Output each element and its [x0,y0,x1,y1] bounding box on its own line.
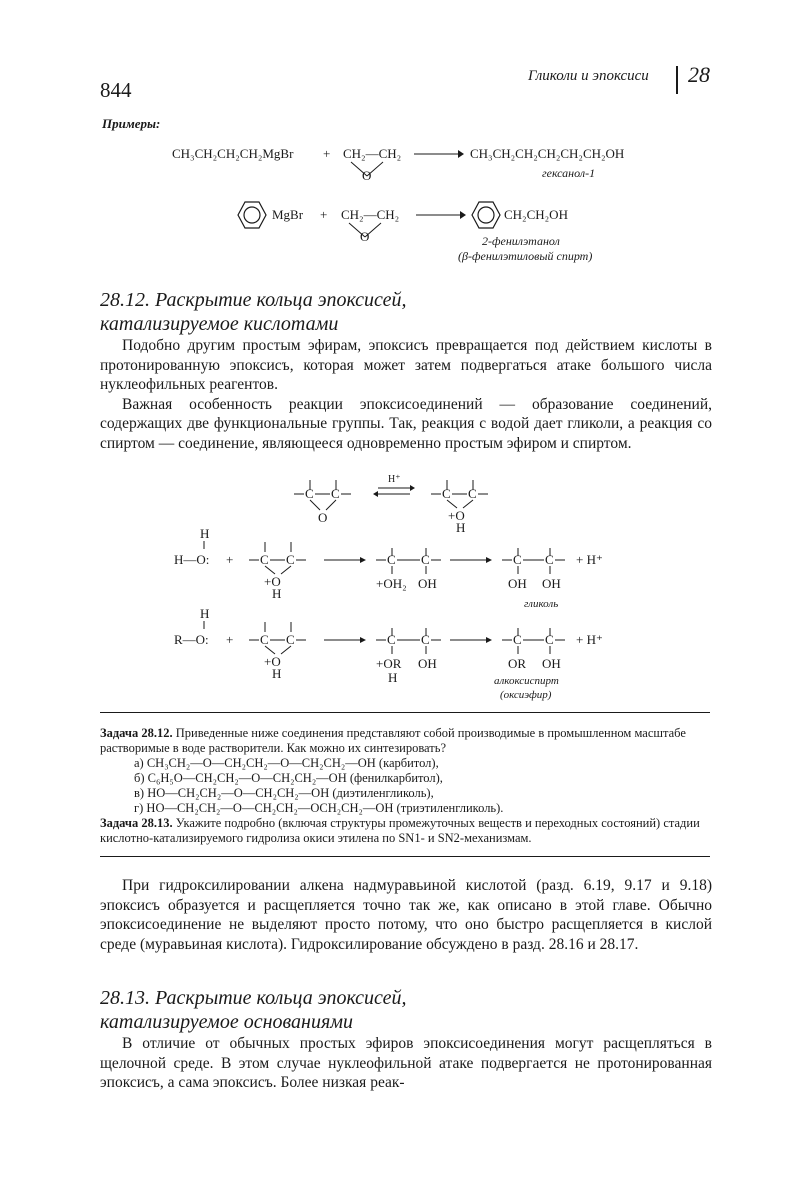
epoxide-equilibrium [294,474,488,535]
alkoxy-alcohol-alt: (оксиэфир) [500,689,552,701]
heading-line-1: 28.13. Раскрытие кольца эпоксисей, [100,987,407,1009]
hydroxyl-group: OH [542,656,561,671]
carbon-atom: C [421,632,430,647]
mechanism-scheme [160,468,630,704]
paragraph: Важная особенность реакции эпоксисоединений — образование соединений, содержащих две функциональные группы. Так, реакция с водой дает гликоли, а реакция со спиртом — соединение, являющееся одновременно простым эфиром и спиртом. [100,395,712,452]
product-name-phenylethanol: 2-фенилэтанол [482,234,560,248]
hydrogen-atom: H [388,670,398,685]
hydrogen-atom: H [456,520,466,535]
chapter-number: 28 [688,62,710,87]
paragraph: Подобно другим простым эфирам, эпоксисъ превращается под действием кислоты в протонированную эпоксисъ, которая может затем подвергаться атаке большого числа нуклеофильных реагентов. [100,337,712,393]
proton-released: + H⁺ [576,632,603,647]
protonated-oxygen: +O [264,574,281,589]
product-hexanol: CH₃CH₂CH₂CH₂CH₂CH₂OH [470,146,625,161]
section-heading [100,986,407,1034]
carbon-atom: C [331,486,340,501]
epoxide-oxygen: O [360,229,370,244]
problems-block [100,726,712,846]
running-title: Гликоли и эпоксиси [528,68,649,84]
carbon-atom: C [468,486,477,501]
list-item: а) CH₃CH₂—O—CH₂CH₂—O—CH₂CH₂—OH (карбитол), [134,756,439,770]
page-number: 844 [100,78,132,102]
carbon-atom: C [260,552,269,567]
header-divider [676,66,678,94]
list-item: г) HO—CH₂CH₂—O—CH₂CH₂—OCH₂CH₂—OH (триэтиленгликоль). [134,801,504,815]
reaction-arrow [414,148,464,160]
glycol-label: гликоль [524,598,559,610]
hydrogen-atom: H [272,586,282,601]
hydroxyl-group: OH [542,576,561,591]
epoxide-top: CH₂—CH₂ [343,146,402,161]
carbon-atom: C [513,552,522,567]
plus-sign: + [226,552,234,567]
hydroxyl-group: OH [508,576,527,591]
divider-bottom [100,856,710,857]
alkoxy-alcohol-label: алкоксиспирт [494,675,559,687]
carbon-atom: C [545,632,554,647]
heading-line-1: 28.12. Раскрытие кольца эпоксисей, [100,289,407,311]
reactant-phenyl-mgbr: MgBr [272,207,304,222]
list-item: в) HO—CH₂CH₂—O—CH₂CH₂—OH (диэтиленгликоль), [134,786,434,800]
plus-sign: + [320,207,328,222]
reactant-grignard: CH₃CH₂CH₂CH₂MgBr [172,146,294,161]
paragraph: В отличие от обычных простых эфиров эпоксисоединения могут расщепляться в щелочной среде. В этом случае нуклеофильной атаке подвергается не протонированная эпоксисъ, а сама эпоксисъ. Более низкая реак- [100,1035,712,1091]
oxonium-group: +OH₂ [376,576,407,591]
problem-28-12 [100,726,712,756]
carbon-atom: C [286,552,295,567]
alkoxy-group: OR [508,656,527,671]
paragraph: При гидроксилировании алкена надмуравьиной кислотой (разд. 6.19, 9.17 и 9.18) эпоксисъ образуется и расщепляется точно так же, как описано в этой главе. Обычно эпоксисоединение не выделяют просто потому, что оно быстро расщепляется в кислой среде (муравьиная кислота). Гидроксилирование обсуждено в разд. 28.16 и 28.17. [100,877,712,953]
problem-28-13 [100,816,712,846]
hydroxylation-paragraph [100,876,712,954]
section-body [100,1034,712,1093]
hydroxyl-group: OH [418,656,437,671]
alcohol-nucleophile: R—O: [174,632,209,647]
divider-top [100,712,710,713]
problem-label: Задача 28.13. [100,816,173,830]
epoxide-ring-lines [343,160,403,182]
water-nucleophile: H—O: [174,552,210,567]
carbon-atom: C [421,552,430,567]
section-heading [100,288,407,336]
protonated-oxygen: +O [448,508,465,523]
section-body [100,336,712,453]
reaction-arrow [416,209,466,221]
hydrogen-atom: H [200,606,210,621]
alcohol-attack-row [174,606,603,701]
product-name-hexanol: гексанол-1 [542,166,596,180]
problem-text: Приведенные ниже соединения представляют собой производимые в промышленном масштабе растворимые в воде растворители. Как можно их синтезировать? [100,726,686,755]
acid-catalyst-label: H⁺ [388,474,401,485]
plus-sign: + [323,146,331,161]
carbon-atom: C [387,552,396,567]
problem-text: Укажите подробно (включая структуры промежуточных веществ и переходных состояний) стадии кислотно-катализируемого гидролиза окиси этилена по SN1- и SN2-механизмам. [100,816,700,845]
product-name-alt: (β-фенилэтиловый спирт) [458,249,593,263]
epoxide-top: CH₂—CH₂ [341,207,400,222]
hydroxyl-group: OH [418,576,437,591]
hydrogen-atom: H [200,526,210,541]
epoxide-ring-lines [341,221,401,243]
benzene-ring-icon [466,199,506,231]
hydrogen-atom: H [272,666,282,681]
benzene-ring-icon [232,199,272,231]
carbon-atom: C [442,486,451,501]
carbon-atom: C [286,632,295,647]
epoxide-oxygen: O [362,168,372,183]
carbon-atom: C [305,486,314,501]
list-item: б) C₆H₅O—CH₂CH₂—O—CH₂CH₂—OH (фенилкарбитол), [134,771,443,785]
examples-label: Примеры: [102,116,161,131]
heading-line-2: катализируемое кислотами [100,313,339,335]
carbon-atom: C [513,632,522,647]
protonated-oxygen: +O [264,654,281,669]
water-attack-row [174,526,603,610]
carbon-atom: C [387,632,396,647]
carbon-atom: C [260,632,269,647]
product-phenylethanol: CH₂CH₂OH [504,207,568,222]
carbon-atom: C [545,552,554,567]
epoxide-oxygen: O [318,510,328,525]
plus-sign: + [226,632,234,647]
heading-line-2: катализируемое основаниями [100,1011,354,1033]
oxonium-group: +OR [376,656,402,671]
proton-released: + H⁺ [576,552,603,567]
problem-label: Задача 28.12. [100,726,173,740]
